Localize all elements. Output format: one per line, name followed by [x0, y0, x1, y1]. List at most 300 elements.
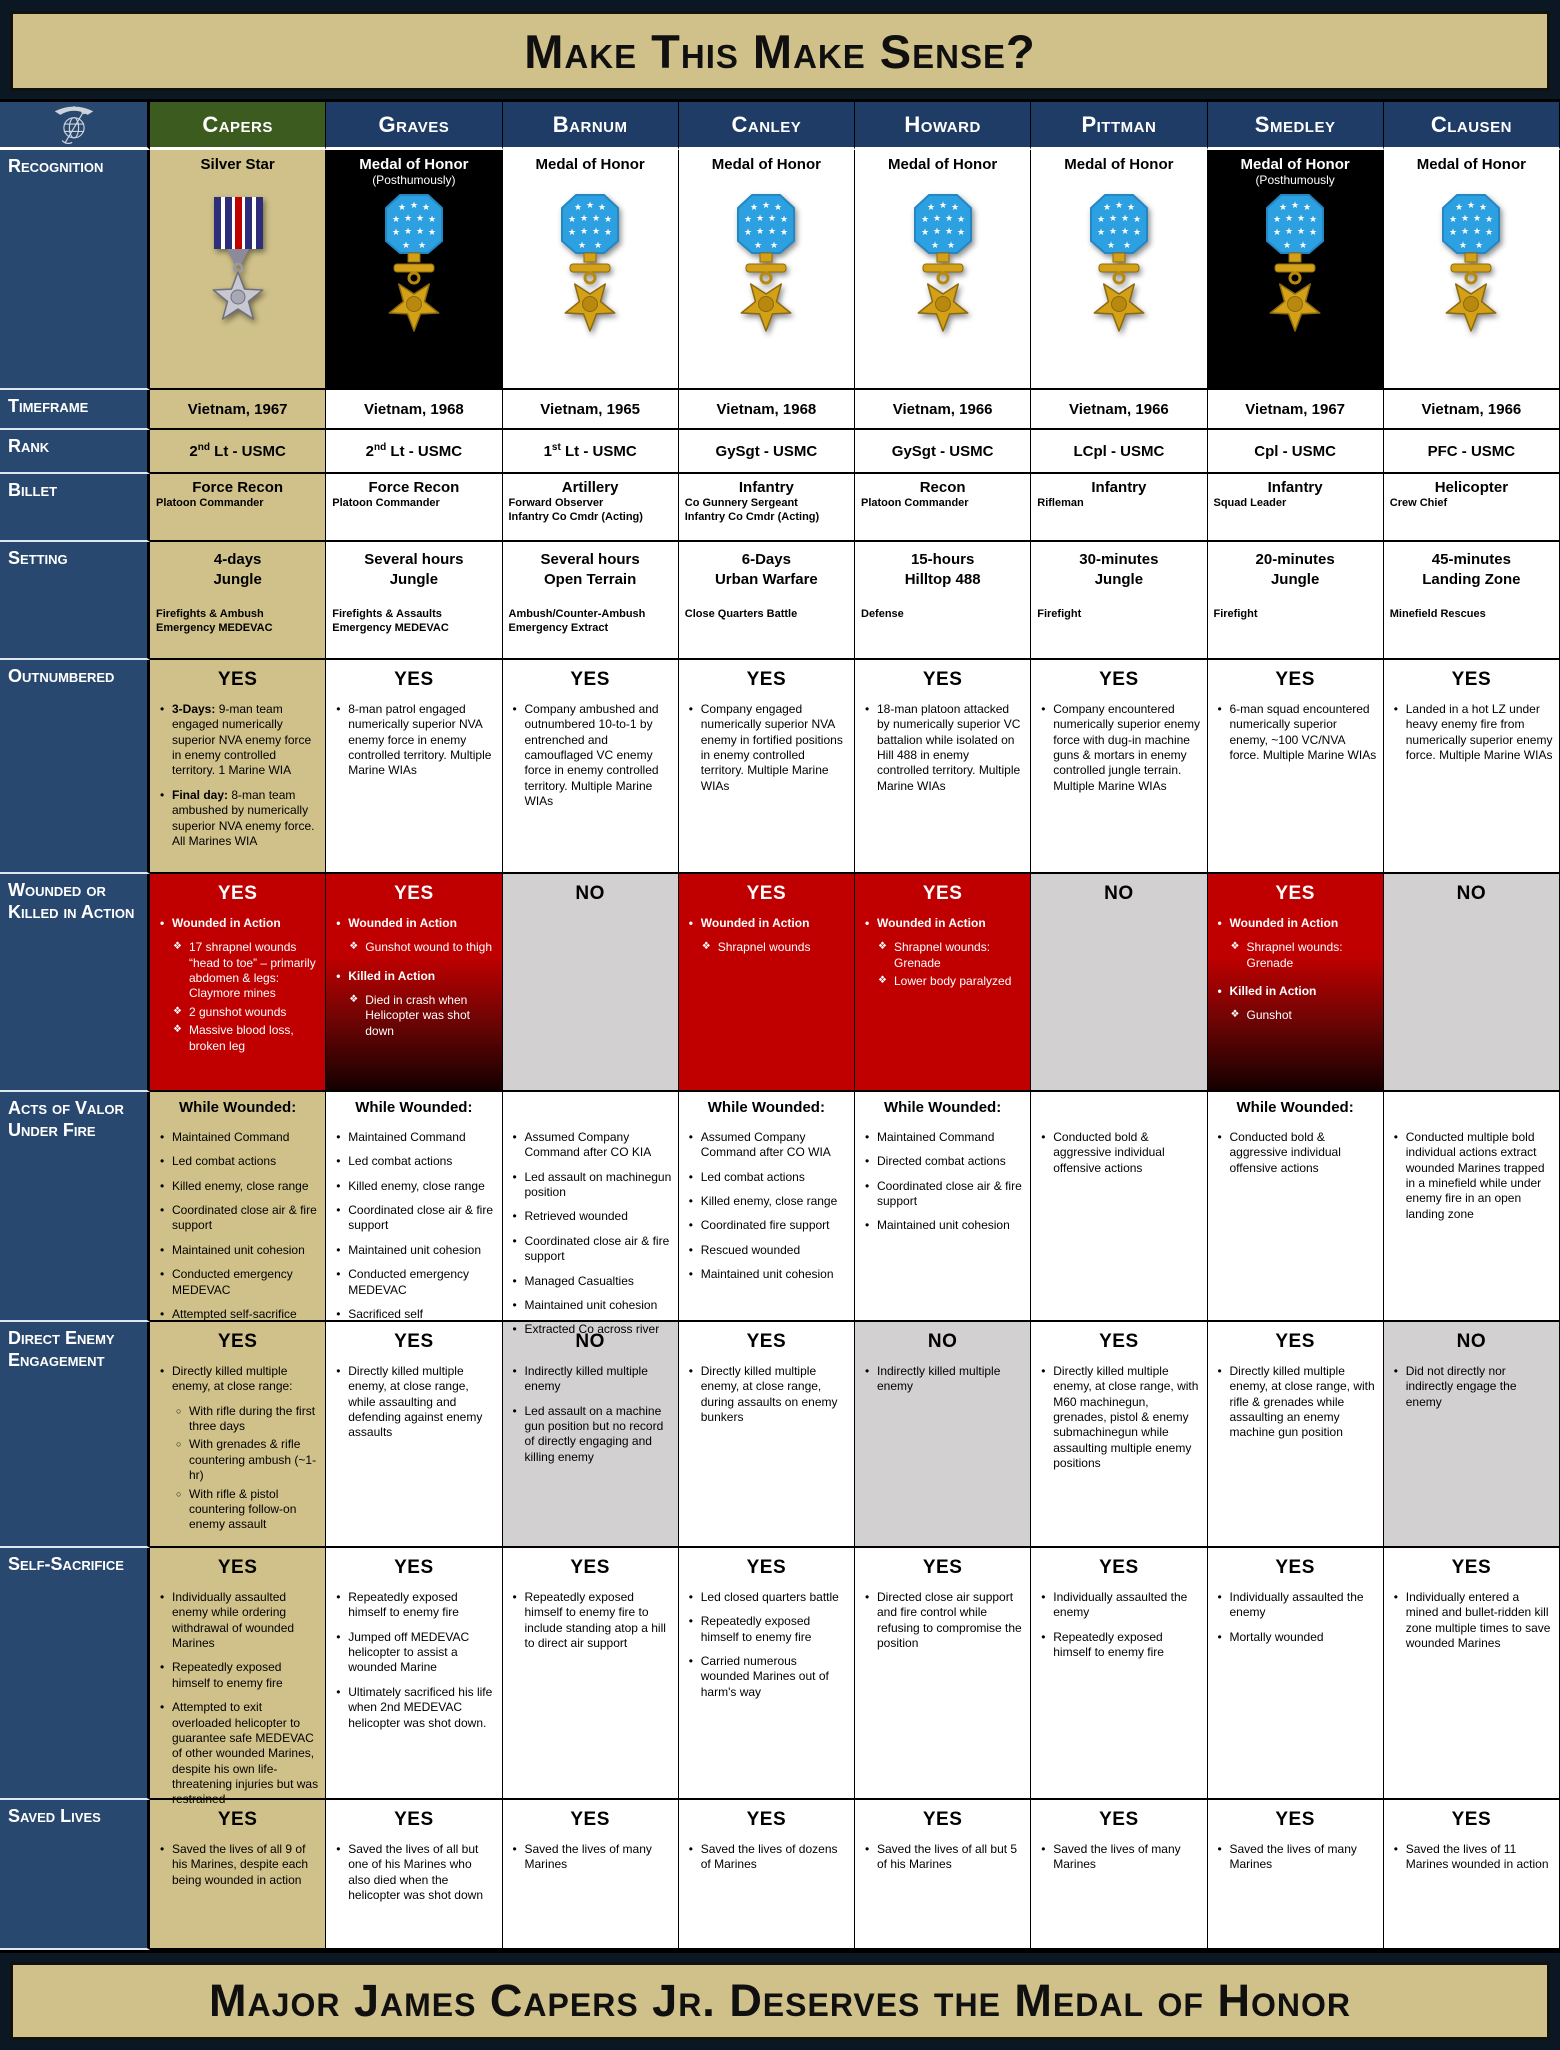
engagement-details [1390, 1364, 1553, 1410]
bullet-item: • Wounded in Action ❖ Shrapnel wounds: Grenade [1215, 916, 1377, 971]
verdict-text: YES [746, 669, 787, 690]
bullet-item: • Saved the lives of all but one of his Marines who also died when the helicopter was shot down [333, 1842, 495, 1903]
sub-bullet-item: ❖ 2 gunshot wounds [172, 1005, 319, 1020]
sacrifice-details [509, 1590, 672, 1651]
svg-text:★: ★ [1297, 227, 1306, 237]
billet-title: Force Recon [192, 479, 284, 496]
setting-details [1214, 607, 1377, 621]
bullet-item: • Maintained Command [157, 1130, 319, 1145]
svg-text:★: ★ [568, 228, 577, 238]
award-note [1037, 173, 1200, 188]
saved-lives-cell [1208, 1800, 1384, 1950]
outnumbered-details [861, 702, 1024, 794]
sub-bullet-item: ❖ Died in crash when Helicopter was shot down [348, 993, 495, 1039]
bullet-item: • Directly killed multiple enemy, at close range, with rifle & grenades while assaulting an enemy machine gun position [1215, 1364, 1377, 1441]
svg-text:★: ★ [956, 228, 965, 238]
svg-text:★: ★ [780, 215, 789, 225]
bullet-item: • Killed in Action ❖ Died in crash when Helicopter was shot down [333, 969, 495, 1039]
sacrifice-cell [1384, 1548, 1560, 1800]
column-header [855, 102, 1031, 150]
bullet-item: • Coordinated close air & fire support [510, 1234, 672, 1265]
row-label-timeframe: Timeframe [0, 390, 150, 430]
setting-summary [861, 550, 1024, 589]
award-name: Medal of Honor [711, 156, 821, 173]
column-header [150, 102, 326, 150]
award-name: Medal of Honor [888, 156, 998, 173]
text-line: Infantry Co Cmdr (Acting) [684, 510, 820, 523]
comparison-table [0, 99, 1560, 1953]
sacrifice-details [156, 1590, 319, 1808]
valor-cell [503, 1092, 679, 1337]
setting-summary [685, 550, 848, 589]
engagement-details [509, 1364, 672, 1465]
svg-text:★: ★ [768, 214, 777, 224]
rank-value: 2nd Lt - USMC [189, 442, 286, 460]
rank-cell [150, 430, 326, 474]
verdict-text: YES [1099, 1809, 1139, 1830]
person-columns [150, 102, 1560, 1950]
sub-bullet-item: ❖ Shrapnel wounds: Grenade [877, 940, 1024, 971]
bullet-item: • Directly killed multiple enemy, at close range, during assaults on enemy bunkers [686, 1364, 848, 1425]
bullet-item: • Maintained unit cohesion [686, 1267, 848, 1282]
valor-details [509, 1130, 672, 1338]
sacrifice-details [1390, 1590, 1553, 1651]
bullet-item: • Led assault on machinegun position [510, 1170, 672, 1201]
bullet-item: • Final day: 8-man team ambushed by numerically superior NVA enemy force. All Marines WIA [157, 788, 319, 849]
person-column [503, 102, 679, 1950]
rank-cell [855, 430, 1031, 474]
svg-text:★: ★ [956, 215, 965, 225]
saved-lives-details [861, 1842, 1024, 1873]
rank-value: 1st Lt - USMC [543, 442, 637, 460]
verdict-text: YES [1275, 1809, 1315, 1830]
engagement-details [1037, 1364, 1200, 1472]
svg-text:★: ★ [1122, 241, 1131, 251]
rank-cell [1384, 430, 1560, 474]
bullet-item: • Mortally wounded [1215, 1630, 1377, 1645]
bullet-item: • Coordinated close air & fire support [862, 1179, 1024, 1210]
bullet-item: • Assumed Company Command after CO KIA [510, 1130, 672, 1161]
outnumbered-details [685, 702, 848, 794]
valor-heading [1037, 1099, 1200, 1120]
verdict-text: YES [746, 883, 787, 904]
engagement-cell [679, 1322, 855, 1548]
bullet-item: • Indirectly killed multiple enemy [862, 1364, 1024, 1395]
person-name: Pittman [1081, 111, 1157, 137]
saved-lives-details [332, 1842, 495, 1903]
bullet-item: • Sacrificed self [333, 1307, 495, 1322]
row-label-billet: Billet [0, 474, 150, 542]
billet-details [332, 497, 495, 511]
text-line: Co Gunnery Sergeant [684, 497, 798, 509]
sacrifice-details [1037, 1590, 1200, 1660]
setting-duration: 4-days [213, 551, 262, 568]
setting-duration: Several hours [364, 551, 464, 568]
billet-details [509, 497, 672, 525]
valor-cell [1384, 1092, 1560, 1322]
timeframe-cell [326, 390, 502, 430]
saved-lives-cell [855, 1800, 1031, 1950]
bullet-item: • Repeatedly exposed himself to enemy fire to include standing atop a hill to direct air support [510, 1590, 672, 1651]
svg-text:★: ★ [1479, 203, 1488, 213]
setting-cell [679, 542, 855, 660]
svg-text:★: ★ [604, 228, 613, 238]
setting-duration: 45-minutes [1431, 551, 1511, 568]
verdict-text: YES [217, 1331, 258, 1352]
svg-text:★: ★ [944, 227, 953, 237]
person-name: Canley [731, 111, 802, 137]
bullet-item: • Individually assaulted enemy while ordering withdrawal of wounded Marines [157, 1590, 319, 1651]
award-name: Medal of Honor [1240, 156, 1350, 173]
bullet-item: • Maintained Command [862, 1130, 1024, 1145]
sub-bullet-item: ❖ 17 shrapnel wounds “head to toe” – primarily abdomen & legs: Claymore mines [172, 940, 319, 1001]
rank-value: PFC - USMC [1427, 443, 1516, 460]
svg-text:★: ★ [1309, 228, 1318, 238]
svg-text:★: ★ [403, 214, 412, 224]
sacrifice-cell [679, 1548, 855, 1800]
recognition-cell [1208, 150, 1384, 390]
setting-summary [332, 550, 495, 589]
setting-details [685, 607, 848, 621]
verdict-text: YES [1099, 1557, 1139, 1578]
wounded-cell [326, 874, 502, 1092]
text-line: Infantry Co Cmdr (Acting) [508, 510, 643, 523]
bullet-item: • Attempted to exit overloaded helicopter to guarantee safe MEDEVAC of other wounded Marines, despite his own life-threatening injuries but was restrained [157, 1700, 319, 1808]
valor-heading [1390, 1099, 1553, 1120]
valor-details [861, 1130, 1024, 1234]
rank-cell [1208, 430, 1384, 474]
bullet-item: • Jumped off MEDEVAC helicopter to assist a wounded Marine [333, 1630, 495, 1676]
bullet-item: • Company engaged numerically superior NVA enemy in fortified positions in enemy controlled territory. Multiple Marine WIAs [686, 702, 848, 794]
sub-bullet-item: ❖ Massive blood loss, broken leg [172, 1023, 319, 1054]
valor-cell [855, 1092, 1031, 1322]
saved-lives-cell [679, 1800, 855, 1950]
svg-text:★: ★ [415, 227, 424, 237]
engagement-cell [150, 1322, 326, 1548]
bullet-item: • Saved the lives of all 9 of his Marines, despite each being wounded in action [157, 1842, 319, 1888]
svg-text:★: ★ [574, 203, 583, 213]
bullet-item: • Conducted emergency MEDEVAC [333, 1267, 495, 1298]
svg-text:★: ★ [1299, 241, 1308, 251]
outnumbered-details [1390, 702, 1553, 763]
row-labels-column [0, 102, 150, 1950]
sacrifice-cell [855, 1548, 1031, 1800]
svg-text:★: ★ [1114, 201, 1123, 211]
rank-cell [679, 430, 855, 474]
verdict-text: YES [1275, 1557, 1315, 1578]
row-label-sacrifice: Self-Sacrifice [0, 1548, 150, 1800]
bullet-item: • Repeatedly exposed himself to enemy fire [157, 1660, 319, 1691]
svg-text:★: ★ [568, 215, 577, 225]
svg-text:★: ★ [1120, 214, 1129, 224]
engagement-details [156, 1364, 319, 1533]
sub-bullet-item: ○ With grenades & rifle countering ambush (~1-hr) [172, 1437, 319, 1483]
outnumbered-details [332, 702, 495, 779]
svg-text:★: ★ [580, 227, 589, 237]
recognition-cell [150, 150, 326, 390]
svg-text:★: ★ [768, 227, 777, 237]
rank-value: 2nd Lt - USMC [365, 442, 463, 460]
svg-text:★: ★ [415, 214, 424, 224]
setting-summary [509, 550, 672, 589]
svg-text:★: ★ [391, 228, 400, 238]
sub-bullet-item: ○ With rifle & pistol countering follow-on enemy assault [172, 1487, 319, 1533]
valor-cell [1031, 1092, 1207, 1322]
svg-text:★: ★ [1096, 228, 1105, 238]
svg-text:★: ★ [401, 241, 410, 251]
saved-lives-cell [1031, 1800, 1207, 1950]
svg-text:★: ★ [946, 241, 955, 251]
medal-graphic [509, 191, 672, 343]
svg-text:★: ★ [950, 203, 959, 213]
sub-bullet-item: ❖ Shrapnel wounds [701, 940, 848, 955]
billet-details [1390, 497, 1553, 511]
svg-text:★: ★ [1291, 201, 1300, 211]
outnumbered-cell [503, 660, 679, 874]
person-column [150, 102, 326, 1950]
column-header [326, 102, 502, 150]
valor-details [1037, 1130, 1200, 1176]
person-column [855, 102, 1031, 1950]
engagement-cell [1031, 1322, 1207, 1548]
text-line: Firefights & Assaults [332, 608, 442, 620]
bullet-item: • Killed enemy, close range [157, 1179, 319, 1194]
svg-text:★: ★ [1132, 215, 1141, 225]
medal-graphic [332, 191, 495, 343]
svg-text:★: ★ [744, 215, 753, 225]
engagement-details [332, 1364, 495, 1441]
person-column [1384, 102, 1560, 1950]
bullet-item: • Retrieved wounded [510, 1209, 672, 1224]
row-label-rank: Rank [0, 430, 150, 474]
saved-lives-details [1390, 1842, 1553, 1873]
verdict-text: YES [570, 1809, 610, 1830]
billet-details [1214, 497, 1377, 511]
bullet-item: • Killed enemy, close range [686, 1194, 848, 1209]
bullet-item: • Directly killed multiple enemy, at close range: ○ With rifle during the first three days ○ With grenades & rifle countering ambush (~1-hr) ○ With rifle & pistol countering follow-on enemy assault [157, 1364, 319, 1533]
verdict-text: NO [1456, 883, 1487, 904]
medal-graphic [861, 191, 1024, 343]
timeframe-cell [855, 390, 1031, 430]
setting-cell [150, 542, 326, 660]
text-line: Emergency Extract [508, 622, 609, 635]
wounded-details [861, 916, 1024, 989]
saved-lives-details [685, 1842, 848, 1873]
rank-cell [326, 430, 502, 474]
bullet-item: • 18-man platoon attacked by numerically superior VC battalion while isolated on Hill 488 in enemy controlled territory. Multiple Marine WIAs [862, 702, 1024, 794]
setting-duration: Several hours [540, 551, 640, 568]
verdict-text: NO [575, 1331, 605, 1352]
verdict-text: YES [1451, 1557, 1492, 1578]
text-line: Squad Leader [1213, 497, 1287, 509]
svg-text:★: ★ [578, 241, 587, 251]
verdict-text: YES [217, 1809, 258, 1830]
wounded-details [685, 916, 848, 956]
text-line: Forward Observer [508, 497, 604, 509]
medal-of-honor-medal-icon [903, 191, 983, 343]
saved-lives-details [1214, 1842, 1377, 1873]
page-title: Make This Make Sense? [524, 24, 1036, 78]
row-label-engagement: Direct Enemy Engagement [0, 1322, 150, 1548]
svg-text:★: ★ [1449, 215, 1458, 225]
wounded-cell [150, 874, 326, 1092]
sacrifice-details [332, 1590, 495, 1731]
setting-place: Jungle [1270, 570, 1320, 588]
verdict-text: NO [1104, 883, 1134, 904]
usmc-emblem-icon [49, 103, 99, 147]
timeframe-cell [150, 390, 326, 430]
svg-text:★: ★ [1467, 201, 1476, 211]
person-column [326, 102, 502, 1950]
valor-details [685, 1130, 848, 1283]
outnumbered-details [156, 702, 319, 849]
verdict-text: YES [217, 1557, 258, 1578]
svg-text:★: ★ [1285, 227, 1294, 237]
text-line: Platoon Commander [861, 497, 969, 509]
svg-text:★: ★ [756, 227, 765, 237]
person-name: Clausen [1430, 111, 1512, 137]
verdict-text: YES [1275, 883, 1315, 904]
sacrifice-details [1214, 1590, 1377, 1645]
billet-title: Infantry [1267, 479, 1323, 496]
verdict-text: NO [575, 883, 605, 904]
column-header [1208, 102, 1384, 150]
award-note [861, 173, 1024, 188]
svg-text:★: ★ [1106, 241, 1115, 251]
wounded-details [156, 916, 319, 1054]
svg-text:★: ★ [427, 228, 436, 238]
svg-text:★: ★ [1108, 214, 1117, 224]
column-header [1031, 102, 1207, 150]
bullet-item: • Wounded in Action ❖ 17 shrapnel wounds “head to toe” – primarily abdomen & legs: Claymore mines ❖ 2 gunshot wounds ❖ Massive blood loss, broken leg [157, 916, 319, 1054]
svg-text:★: ★ [1273, 228, 1282, 238]
svg-text:★: ★ [774, 203, 783, 213]
medal-graphic [156, 191, 319, 343]
billet-details [1037, 497, 1200, 511]
verdict-text: YES [394, 1809, 434, 1830]
setting-cell [855, 542, 1031, 660]
outnumbered-details [1214, 702, 1377, 763]
timeframe-value: Vietnam, 1966 [892, 400, 993, 418]
svg-text:★: ★ [1126, 203, 1135, 213]
valor-heading [509, 1099, 672, 1120]
svg-text:★: ★ [427, 215, 436, 225]
svg-text:★: ★ [604, 215, 613, 225]
engagement-details [1214, 1364, 1377, 1441]
recognition-cell [503, 150, 679, 390]
valor-details [1390, 1130, 1553, 1222]
svg-text:★: ★ [1459, 241, 1468, 251]
wounded-cell [855, 874, 1031, 1092]
text-line: Firefight [1037, 608, 1082, 620]
verdict-text: YES [394, 669, 434, 690]
svg-text:★: ★ [920, 215, 929, 225]
award-note: (Posthumously) [372, 173, 456, 187]
award-name: Medal of Honor [1064, 156, 1174, 173]
wounded-cell [1031, 874, 1207, 1092]
bullet-item: • Repeatedly exposed himself to enemy fire [686, 1614, 848, 1645]
rank-value: LCpl - USMC [1073, 443, 1165, 460]
medal-graphic [685, 191, 848, 343]
billet-cell [1384, 474, 1560, 542]
bullet-item: • Managed Casualties [510, 1274, 672, 1289]
sacrifice-details [685, 1590, 848, 1700]
verdict-text: YES [922, 883, 963, 904]
valor-heading: While Wounded: [884, 1099, 1002, 1116]
svg-text:★: ★ [932, 214, 941, 224]
verdict-text: YES [217, 669, 258, 690]
bullet-item: • Rescued wounded [686, 1243, 848, 1258]
outnumbered-cell [679, 660, 855, 874]
silver-star-medal-icon [203, 191, 273, 343]
bullet-item: • Maintained unit cohesion [510, 1298, 672, 1313]
text-line: Close Quarters Battle [684, 608, 798, 620]
medal-of-honor-medal-icon [1431, 191, 1511, 343]
setting-details [156, 607, 319, 636]
bullet-item: • Company ambushed and outnumbered 10-to-1 by entrenched and camouflaged VC enemy force in enemy controlled territory. Multiple Marine WIAs [510, 702, 672, 810]
bullet-item: • Ultimately sacrificed his life when 2nd MEDEVAC helicopter was shot down. [333, 1685, 495, 1731]
rank-value: GySgt - USMC [715, 443, 818, 460]
bullet-item: • Led assault on a machine gun position but no record of directly engaging and killing enemy [510, 1404, 672, 1465]
bullet-item: • Maintained unit cohesion [862, 1218, 1024, 1233]
sacrifice-cell [150, 1548, 326, 1807]
bullet-item: • Repeatedly exposed himself to enemy fire [333, 1590, 495, 1621]
timeframe-cell [679, 390, 855, 430]
timeframe-cell [1031, 390, 1207, 430]
billet-cell [855, 474, 1031, 542]
verdict-text: YES [394, 1331, 434, 1352]
svg-text:★: ★ [1473, 214, 1482, 224]
setting-duration: 6-Days [741, 551, 791, 568]
billet-title: Force Recon [368, 479, 460, 496]
medal-graphic [1037, 191, 1200, 343]
verdict-text: YES [394, 883, 434, 904]
billet-title: Recon [919, 479, 966, 496]
text-line: Firefight [1213, 608, 1258, 620]
outnumbered-details [509, 702, 672, 810]
bullet-item: • Led combat actions [686, 1170, 848, 1185]
svg-text:★: ★ [598, 203, 607, 213]
svg-text:★: ★ [762, 201, 771, 211]
wounded-details [332, 916, 495, 1039]
award-note [509, 173, 672, 188]
svg-text:★: ★ [938, 201, 947, 211]
sacrifice-details [861, 1590, 1024, 1651]
setting-place: Jungle [213, 570, 262, 588]
row-label-wounded: Wounded or Killed in Action [0, 874, 150, 1092]
setting-summary [1214, 550, 1377, 589]
sacrifice-cell [1031, 1548, 1207, 1800]
wounded-cell [679, 874, 855, 1092]
recognition-cell [1031, 150, 1207, 390]
valor-cell [1208, 1092, 1384, 1322]
person-name: Graves [378, 111, 450, 137]
valor-heading: While Wounded: [1236, 1099, 1354, 1116]
valor-details [1214, 1130, 1377, 1176]
svg-text:★: ★ [1120, 227, 1129, 237]
timeframe-value: Vietnam, 1966 [1421, 400, 1522, 418]
bullet-item: • Directly killed multiple enemy, at close range, while assaulting and defending against enemy assaults [333, 1364, 495, 1441]
sacrifice-cell [503, 1548, 679, 1800]
award-name: Medal of Honor [359, 156, 469, 173]
rank-value: GySgt - USMC [891, 443, 994, 460]
bullet-item: • Conducted multiple bold individual actions extract wounded Marines trapped in a minefield while under enemy fire in an open landing zone [1391, 1130, 1553, 1222]
person-name: Capers [202, 111, 273, 137]
setting-place: Urban Warfare [714, 570, 818, 588]
title-banner [10, 11, 1550, 91]
timeframe-value: Vietnam, 1966 [1068, 400, 1169, 418]
bullet-item: • Saved the lives of dozens of Marines [686, 1842, 848, 1873]
